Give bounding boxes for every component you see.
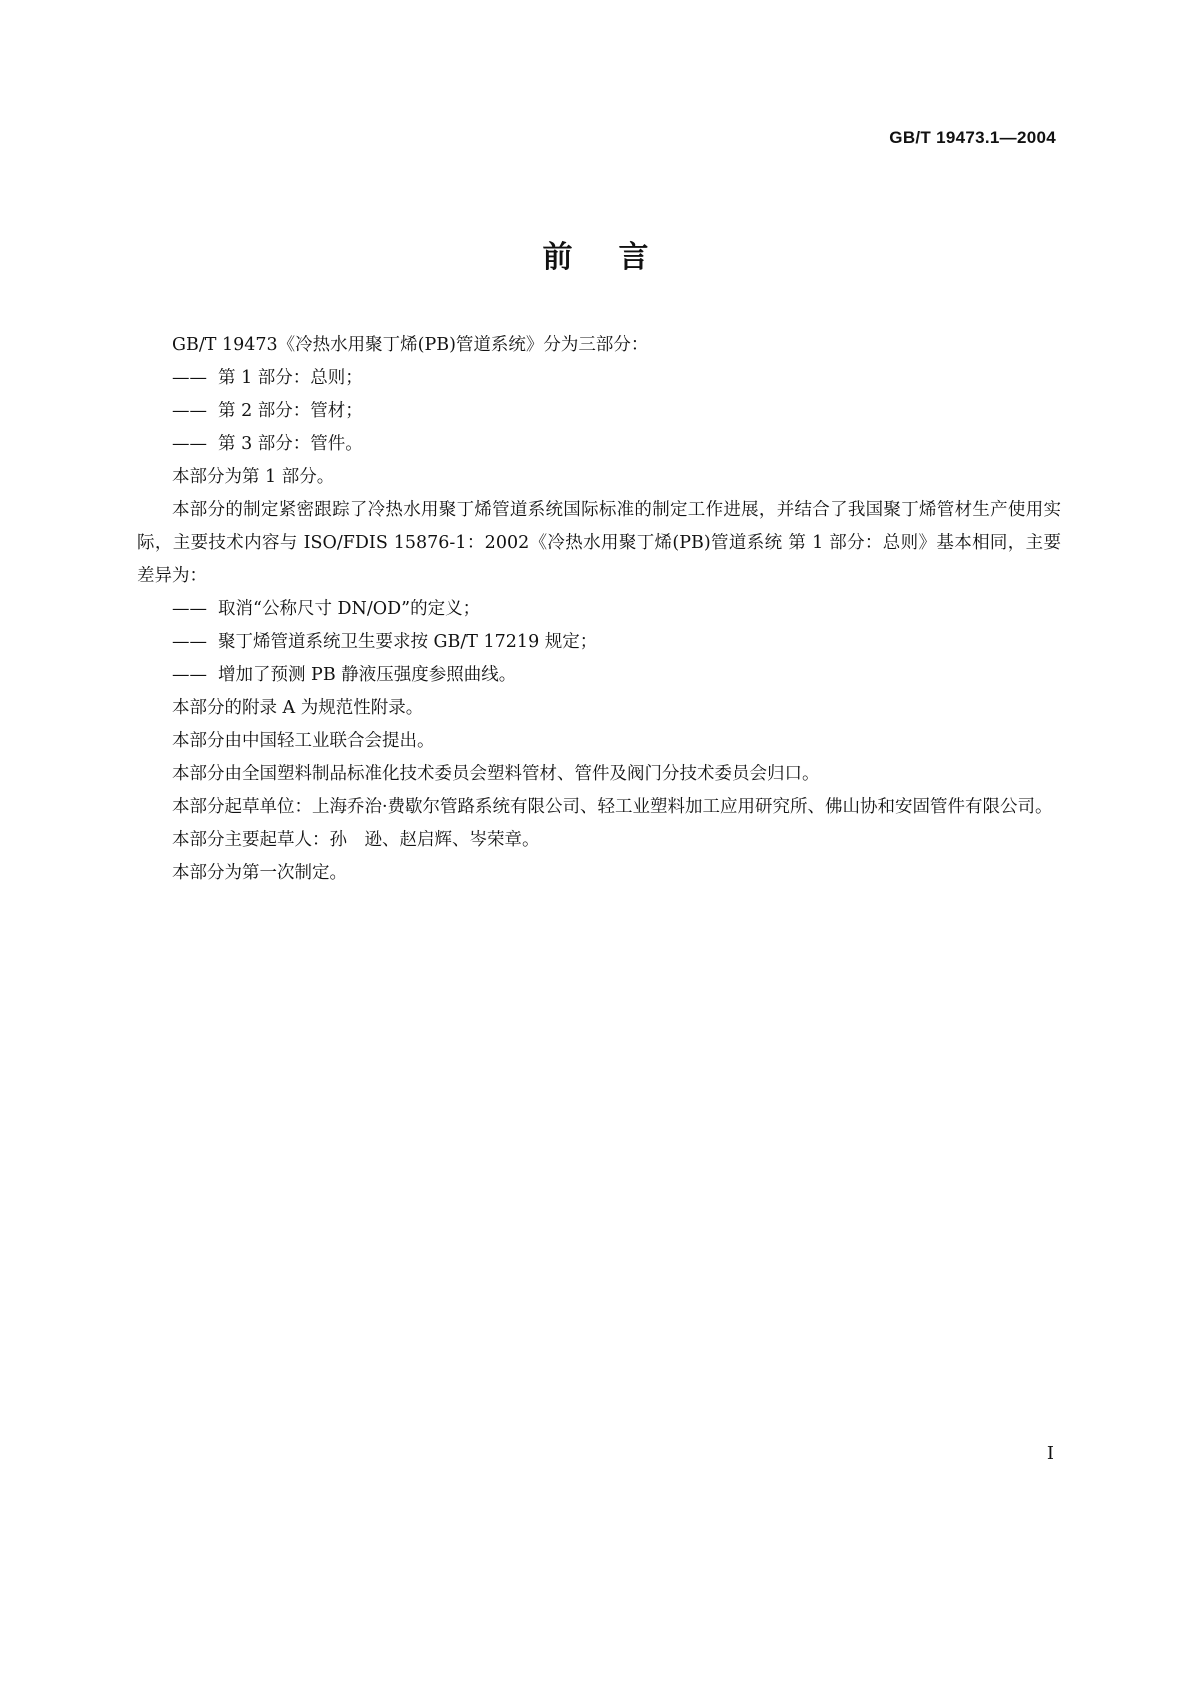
foreword-body — [137, 329, 1061, 890]
list-item-text: 增加了预测 PB 静液压强度参照曲线。 — [218, 665, 517, 685]
list-item — [137, 428, 1061, 461]
dash-mark: —— — [172, 368, 207, 388]
page-title: 前言 — [542, 240, 695, 275]
dash-mark: —— — [172, 665, 207, 685]
list-item — [137, 659, 1061, 692]
list-item — [137, 626, 1061, 659]
list-item-text: 第 2 部分：管材； — [218, 401, 363, 421]
paragraph-development: 本部分的制定紧密跟踪了冷热水用聚丁烯管道系统国际标准的制定工作进展，并结合了我国聚丁烯管材生产使用实际，主要技术内容与 ISO/FDIS 15876-1：2002《冷热水用聚丁烯(PB)管道系统 第 1 部分：总则》基本相同，主要差异为： — [137, 500, 1061, 586]
dash-mark: —— — [172, 401, 207, 421]
list-item-text: 聚丁烯管道系统卫生要求按 GB/T 17219 规定； — [218, 632, 598, 652]
paragraph-intro: GB/T 19473《冷热水用聚丁烯(PB)管道系统》分为三部分： — [172, 335, 649, 355]
list-item — [137, 395, 1061, 428]
paragraph-annex: 本部分的附录 A 为规范性附录。 — [172, 698, 424, 718]
paragraph-drafting-units: 本部分起草单位：上海乔治·费歇尔管路系统有限公司、轻工业塑料加工应用研究所、佛山协和安固管件有限公司。 — [172, 797, 1053, 817]
standard-code: GB/T 19473.1—2004 — [889, 128, 1056, 147]
paragraph-committee: 本部分由全国塑料制品标准化技术委员会塑料管材、管件及阀门分技术委员会归口。 — [172, 764, 820, 784]
paragraph-first-edition: 本部分为第一次制定。 — [172, 863, 347, 883]
paragraph-part-one: 本部分为第 1 部分。 — [172, 467, 335, 487]
list-item-text: 取消“公称尺寸 DN/OD”的定义； — [218, 599, 481, 619]
paragraph-proposer: 本部分由中国轻工业联合会提出。 — [172, 731, 435, 751]
dash-mark: —— — [172, 599, 207, 619]
list-item — [137, 362, 1061, 395]
list-item-text: 第 3 部分：管件。 — [218, 434, 363, 454]
dash-mark: —— — [172, 632, 207, 652]
paragraph-drafters: 本部分主要起草人：孙 逊、赵启辉、岑荣章。 — [172, 830, 540, 850]
list-item — [137, 593, 1061, 626]
list-item-text: 第 1 部分：总则； — [218, 368, 363, 388]
dash-mark: —— — [172, 434, 207, 454]
page-number: I — [1046, 1443, 1054, 1464]
